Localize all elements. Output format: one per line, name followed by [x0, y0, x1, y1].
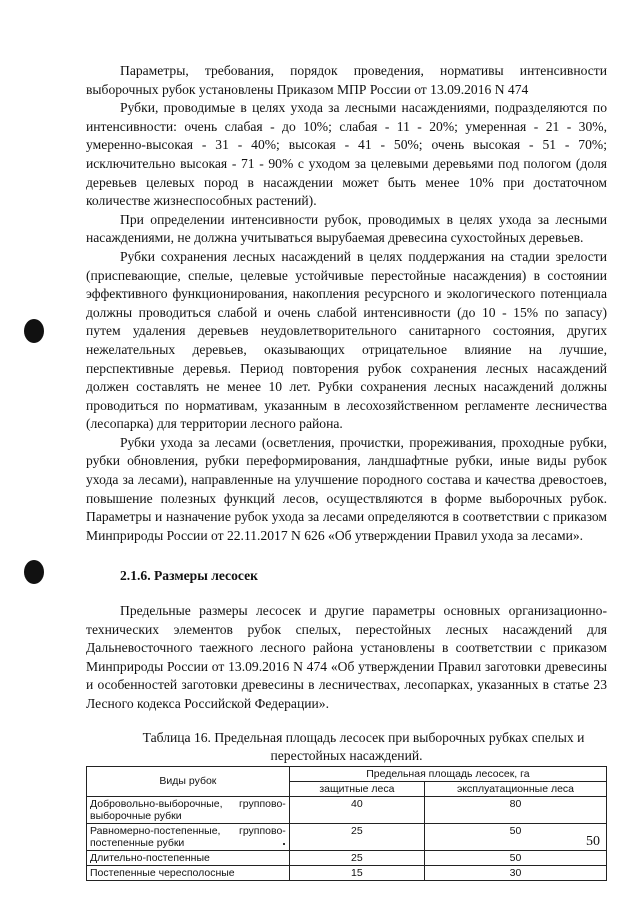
cutting-area-limits-table [86, 766, 607, 881]
cell-protective-value: 15 [289, 865, 424, 880]
cell-exploitation-value: 30 [424, 865, 606, 880]
cell-protective-value: 25 [289, 850, 424, 865]
cell-protective-value: 40 [289, 796, 424, 823]
paragraph-cutting-sizes: Предельные размеры лесосек и другие параметры основных организационно-технических элементов рубок спелых, перестойных лесных насаждений для Дальневосточного таежного лесного района установлены в соответствии с приказом Минприроды России от 13.09.2016 N 474 «Об утверждении Правил заготовки древесины и особенностей заготовки древесины в лесничествах, лесопарках, указанных в статье 23 Лесного кодекса Российской Федерации». [86, 603, 607, 711]
cell-protective-value: 25 [289, 823, 424, 850]
table-caption: Таблица 16. Предельная площадь лесосек при выборочных рубках спелых и перестойных насаждений. [142, 729, 585, 763]
paragraph-deadwood: При определении интенсивности рубок, проводимых в целях ухода за лесными насаждениями, не должна учитываться вырубаемая древесина сухостойных деревьев. [86, 211, 607, 246]
header-exploitation-forests: эксплуатационные леса [424, 781, 606, 796]
scan-speck [283, 843, 285, 845]
punch-hole-mark [24, 319, 44, 343]
paragraph-care-cuttings: Рубки ухода за лесами (осветления, прочистки, прореживания, проходные рубки, рубки обновления, рубки переформирования, ландшафтные рубки, иные виды рубок ухода за лесами), направленные на улучшение породного состава и качества древостоев, повышение полезных функций лесов, осуществляются в форме выборочных рубок. Параметры и назначение рубок ухода за лесами определяются в соответствии с приказом Минприроды России от 22.11.2017 N 626 «Об утверждении Правил ухода за лесами». [86, 434, 607, 543]
punch-hole-mark [24, 560, 44, 584]
table-row [87, 796, 607, 823]
cell-cutting-type: Длительно-постепенные [87, 850, 290, 865]
table-header-row [87, 766, 607, 781]
section-heading: 2.1.6. Размеры лесосек [120, 568, 258, 584]
page-content [86, 62, 607, 881]
header-protective-forests: защитные леса [289, 781, 424, 796]
table-row [87, 865, 607, 880]
cell-cutting-type: Постепенные чересполосные [87, 865, 290, 880]
cell-exploitation-value: 50 [424, 850, 606, 865]
paragraph-preservation-cuttings: Рубки сохранения лесных насаждений в целях поддержания на стадии зрелости (приспевающие, спелые, целевые устойчивые перестойные насаждения) в состоянии эффективного функционирования, накопления ресурсного и экологического потенциала должны проводиться слабой и очень слабой интенсивности (до 10 - 15% по запасу) путем удаления деревьев неудовлетворительного санитарного состояния, других нежелательных деревьев, оказывающих отрицательное влияние на лучшие, перспективные деревья. Период повторения рубок сохранения лесных насаждений должен составлять не менее 10 лет. Рубки сохранения лесных насаждений должны проводиться по нормативам, указанным в лесохозяйственном регламенте лесничества (лесопарка) для территории лесного района. [86, 248, 607, 432]
table-row [87, 850, 607, 865]
paragraph-intensity-levels: Рубки, проводимые в целях ухода за лесными насаждениями, подразделяются по интенсивности: очень слабая - до 10%; слабая - 11 - 20%; умеренная - 21 - 30%, умеренно-высокая - 31 - 40%; высокая - 41 - 50%; очень высокая - 51 - 70%; исключительно высокая - 71 - 90% с уходом за целевыми деревьями под пологом (доля деревьев целевых пород в насаждении может быть менее 10% при достаточном количестве жизнеспособных растений). [86, 100, 607, 209]
page-number: 50 [586, 834, 600, 849]
header-cutting-type: Виды рубок [87, 766, 290, 796]
cell-exploitation-value: 80 [424, 796, 606, 823]
cell-exploitation-value: 50 [424, 823, 606, 850]
cell-cutting-type: Равномерно-постепенные, группово-постепенные рубки [87, 823, 290, 850]
table-row [87, 823, 607, 850]
header-area-limit: Предельная площадь лесосек, га [289, 766, 606, 781]
paragraph-intensity-rules: Параметры, требования, порядок проведения, нормативы интенсивности выборочных рубок установлены Приказом МПР России от 13.09.2016 N 474 [86, 63, 607, 97]
cell-cutting-type: Добровольно-выборочные, группово-выборочные рубки [87, 796, 290, 823]
